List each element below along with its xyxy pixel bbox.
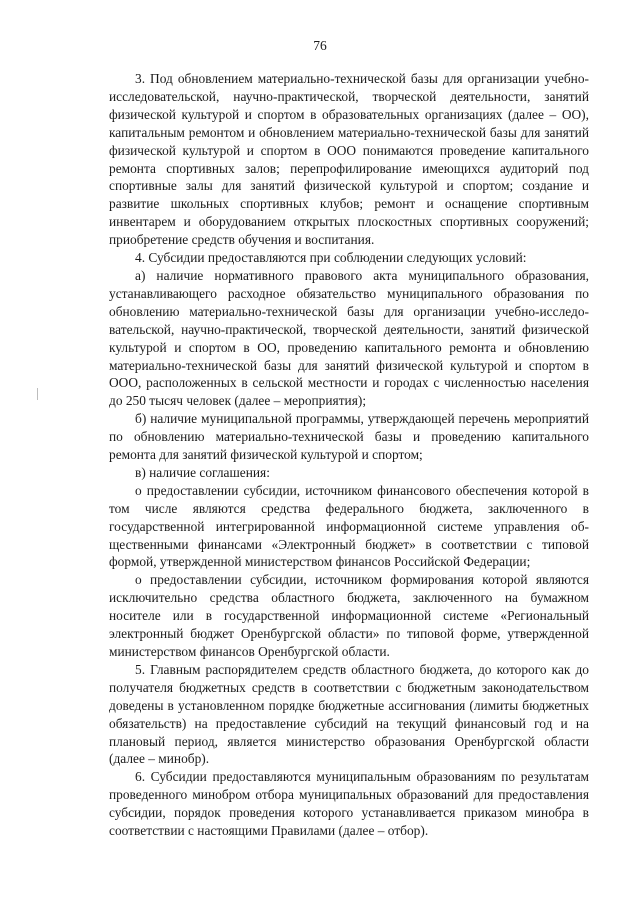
- paragraph-agreement-regional: о предоставлении субсидии, источником формирования которой являются исключительно средства областного бюджета, заключенного на бумажном носителе или в государственной информационной системе «Региональный электронный бюджет Оренбургской области» по типовой форме, утвержденной министерством финансов Оренбургской области.: [109, 572, 589, 659]
- paragraph-6-selection: 6. Субсидии предоставляются муниципальным образованиям по результатам проведенного минобром отбора муниципальных образований для предоставления субсидии, порядок проведения которого устанавливается приказом минобра в соответствии с настоящими Правилами (далее – отбор).: [109, 769, 589, 839]
- page-number: 76: [313, 38, 327, 53]
- document-body: [109, 70, 589, 840]
- paragraph-3-definition: 3. Под обновлением материально-технической базы для организации учебно-исследовательской, научно-практической, творческой деятельности, занятий физической культурой и спортом в образовательных организациях (далее – ОО), капитальным ремонтом и обновлением материально-технической базы для занятий физической культурой и спортом в ООО понимаются проведение капитального ремонта спортивных залов; перепрофилирование имеющихся аудиторий под спортивные залы для занятий физической культурой и спортом; создание и развитие школьных спортивных клубов; ремонт и оснащение спортивным инвентарем и оборудованием открытых плоскостных спортивных сооружений; приобретение средств обучения и воспитания.: [109, 71, 589, 248]
- paragraph-4c-agreement: в) наличие соглашения:: [135, 464, 270, 480]
- paragraph-5-main-administrator: 5. Главным распорядителем средств областного бюджета, до которого как до получателя бюджетных средств в соответствии с бюджетным законодательством доведены в установленном порядке бюджетные ассигнования (лимиты бюджетных обязательств) на предоставление субсидий на текущий финансовый год и на плановый период, является министерство образования Оренбургской области (далее – минобр).: [109, 661, 589, 767]
- paragraph-4b-municipal-program: б) наличие муниципальной программы, утверждающей перечень мероприятий по обновлению материально-технической базы и проведению капитального ремонта для занятий физической культурой и спортом;: [109, 411, 589, 463]
- margin-mark: [37, 388, 38, 400]
- paragraph-4-conditions: 4. Субсидии предоставляются при соблюдении следующих условий:: [135, 250, 527, 266]
- paragraph-agreement-federal: о предоставлении субсидии, источником финансового обеспечения которой в том числе являются средства федерального бюджета, заключенного в государственной интегрированной информационной системе управления общественными финансами «Электронный бюджет» в соответствии с типовой формой, утвержденной министерством финансов Российской Федерации;: [109, 482, 589, 570]
- paragraph-4a-normative-act: а) наличие нормативного правового акта муниципального образования, устанавливающего расходное обязательство муниципального образования по обновлению материально-технической базы для организации учебно-исследовательской, научно-практической, творческой деятельности, занятий физической культурой и спортом в ОО, проведению капитального ремонта и обновлению материально-технической базы для занятий физической культурой и спортом в ООО, расположенных в сельской местности и городах с численностью населения до 250 тысяч человек (далее – мероприятия);: [109, 267, 589, 409]
